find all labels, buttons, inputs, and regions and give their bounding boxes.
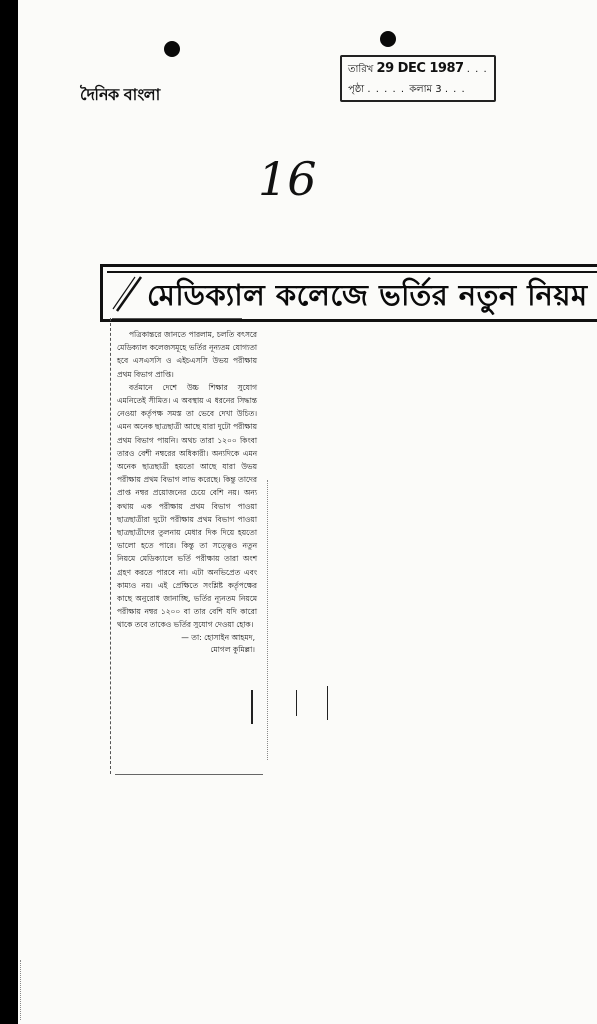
stamp-page-row (348, 82, 466, 99)
stamp-date-row (348, 61, 488, 79)
stamp-dots: . . . (466, 64, 488, 75)
scan-mark (296, 690, 297, 716)
sheet-edge-dots (20, 960, 22, 1020)
newspaper-masthead: দৈনিক বাংলা (80, 85, 160, 104)
article-signature-name: — তা: হোসাইন আহমদ, (181, 632, 255, 642)
stamp-date-value: 29 DEC 1987 (376, 61, 464, 76)
column-edge-dots (267, 480, 269, 760)
stamp-page-label: পৃষ্ঠা (348, 84, 365, 95)
slash-ornament-icon (111, 273, 145, 313)
headline-banner (100, 264, 597, 322)
stamp-date-label: তারিখ (348, 64, 374, 75)
date-stamp (340, 55, 496, 102)
scan-mark (327, 686, 328, 720)
stamp-dots: . . . (444, 84, 466, 95)
article-signature-place: মোগল কুমিল্লা। (210, 644, 255, 654)
article-paragraph: বর্তমানে দেশে উচ্চ শিক্ষার সুযোগ এমনিতেই সীমিত। এ অবস্থায় এ ধরনের সিদ্ধান্ত নেওয়া কর্তৃপক্ষ সমস্ত তা ভেবে দেখা উচিত। এমন অনেক ছাত্রছাত্রী আছে যারা দুটো পরীক্ষায় প্রথম বিভাগ পায়নি। অথচ তারা ১২০০ কিংবা তারও বেশী নম্বরের অধিকারী। অন্যদিকে এমন অনেক ছাত্রছাত্রী হয়তো আছে যারা উভয় পরীক্ষায় প্রথম বিভাগ লাভ করেছে। কিন্তু তাদের প্রাপ্ত নম্বর প্রয়োজনের চেয়ে বেশি নয়। অন্য কথায় এক পরীক্ষায় প্রথম বিভাগ পাওয়া ছাত্রছাত্রীরা দুটো পরীক্ষায় প্রথম বিভাগ পাওয়া ছাত্রছাত্রীদের তুলনায় মেধার দিক দিয়ে হয়তো ভালো হতে পারে। কিন্তু তা সত্ত্বেও নতুন নিয়মে মেডিক্যালে ভর্তি পরীক্ষায় তারা অংশ গ্রহণ করতে পারবে না। এটা অনভিপ্রেত এবং কাম্যও নয়। এই প্রেক্ষিতে সংশ্লিষ্ট কর্তৃপক্ষের কাছে অনুরোধ জানাচ্ছি, ভর্তির ন্যূনতম নিয়মে পরীক্ষায় নম্বর ১২০০ বা তার বেশি যদি কারো থাকে তবে তাকেও ভর্তির সুযোগ দেওয়া হোক। (117, 382, 257, 630)
article-column (110, 318, 259, 774)
handwritten-page-number: 16 (258, 152, 317, 206)
article-headline: মেডিক্যাল কলেজে ভর্তির নতুন নিয়ম (147, 278, 588, 312)
punch-hole-right (380, 31, 396, 47)
column-bottom-rule (115, 774, 263, 775)
scan-mark (251, 690, 253, 724)
article-paragraph: পত্রিকান্তরে জানতে পারলাম, চলতি বৎসরে মেডিক্যাল কলেজসমূহে ভর্তির নূন্যতম যোগ্যতা হবে এসএসসি ও এইচএসসি উভয় পরীক্ষায় প্রথম বিভাগ প্রাপ্তি। (117, 330, 257, 379)
stamp-dots: . . . . . (367, 84, 410, 95)
stamp-page-value: কলাম 3 (409, 84, 442, 95)
punch-hole-left (164, 41, 180, 57)
